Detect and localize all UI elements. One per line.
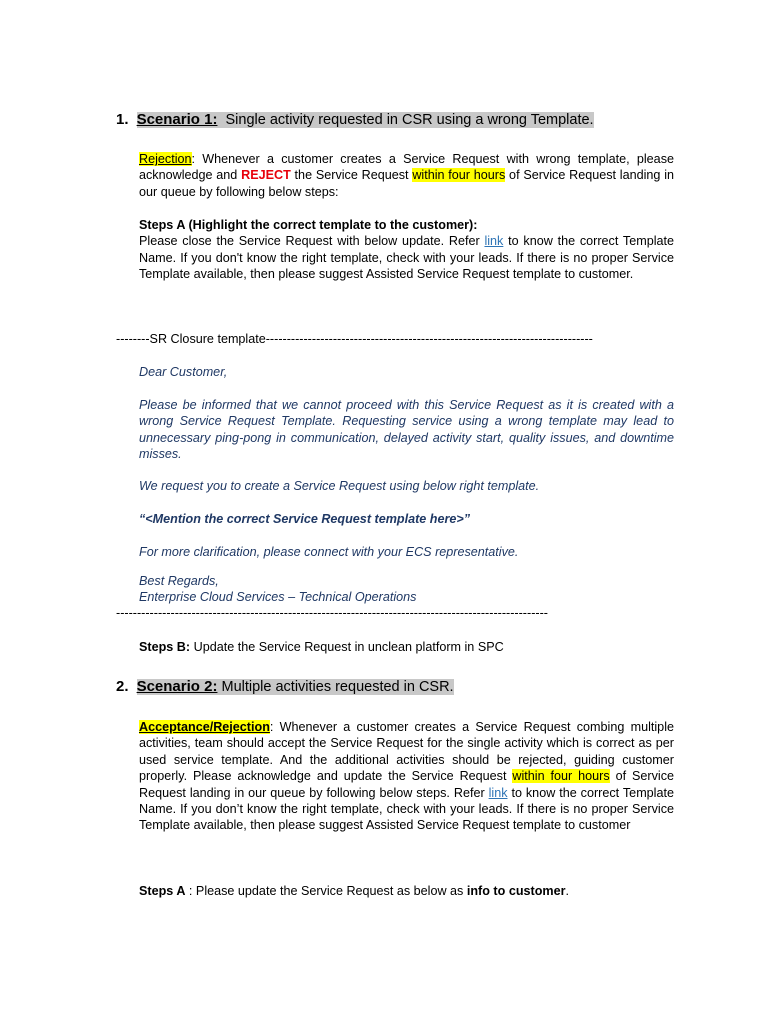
steps-a-text-1: Please close the Service Request with below update. Refer [139,234,485,249]
scenario-1-rejection-paragraph [139,151,674,200]
scenario-2-paragraph [139,719,674,834]
scenario-2-text-2: of Service Request landing in our queue by following below steps. Refer [139,769,674,800]
scenario-2-heading [116,677,454,697]
scenario-2-subtitle: Multiple activities requested in CSR. [221,679,454,695]
scenario-2-steps-a-end: . [565,884,570,898]
steps-b [139,639,674,655]
signature-line: Enterprise Cloud Services – Technical Operations [139,590,417,605]
scenario-1-steps-a [139,217,674,283]
scenario-2-steps-a-bold: info to customer [466,884,566,898]
scenario-2-text-1: : Whenever a customer creates a Service Request combing multiple activities, team should accept the Service Request for the single activity which is correct as per used service template. And the additional activities should be rejected, guiding customer properly. Please acknowledge and update the Service Request [139,720,674,784]
reject-word: REJECT [241,168,291,183]
closure-body-3: For more clarification, please connect with your ECS representative. [139,545,519,559]
scenario-2-steps-a-label: Steps A [139,884,186,898]
scenario-2-title: Scenario 2: [136,678,218,695]
steps-a-text-2: to know the correct Template Name. If you don't know the right template, check with your leads. If there is no proper Service Template available, then please suggest Assisted Service Request template to customer. [139,234,675,282]
closure-template-divider-bottom: ------------------------------------------------------------------------------------------------------- [116,606,548,620]
steps-b-label: Steps B: [139,640,191,654]
rejection-text-3: of Service Request landing in our queue by following below steps: [139,168,674,199]
closure-placeholder: “<Mention the correct Service Request template here>” [139,512,471,526]
scenario-2-number: 2. [116,678,129,695]
scenario-2-steps-a [139,883,674,899]
scenario-2-within-four-hours: within four hours [512,769,610,784]
scenario-2-text-3: to know the correct Template Name. If you don’t know the right template, check with your leads. If there is no proper Service Template available, then please suggest Assisted Service Request template to customer [139,785,674,833]
closure-greeting: Dear Customer, [139,365,228,379]
template-link[interactable]: link [484,234,504,249]
regards-line: Best Regards, [139,574,219,588]
closure-template-divider-top: --------SR Closure template------------------------------------------------------------------------------ [116,332,593,346]
rejection-text-2: the Service Request [290,168,413,183]
steps-b-text: Update the Service Request in unclean platform in SPC [190,640,504,654]
scenario-1-number: 1. [116,111,129,128]
within-four-hours-highlight: within four hours [412,168,506,183]
closure-body-2: We request you to create a Service Request using below right template. [139,479,540,493]
scenario-1-subtitle: Single activity requested in CSR using a wrong Template. [225,112,594,128]
rejection-text-1: : Whenever a customer creates a Service Request with wrong template, please acknowledge and [139,152,674,183]
steps-a-heading: Steps A (Highlight the correct template to the customer): [139,218,478,232]
closure-regards [139,573,674,606]
closure-body-1: Please be informed that we cannot proceed with this Service Request as it is created with a wrong Service Request Template. Requesting service using a wrong template may lead to unnecessary ping-pong in communication, delayed activity start, quality issues, and downtime misses. [139,398,674,462]
scenario-1-heading [116,110,594,130]
rejection-label: Rejection [139,152,192,166]
scenario-2-steps-a-text: : Please update the Service Request as below as [185,884,467,898]
scenario-2-template-link[interactable]: link [488,785,508,800]
acceptance-rejection-label: Acceptance/Rejection [139,720,270,734]
scenario-1-title: Scenario 1: [136,111,218,128]
